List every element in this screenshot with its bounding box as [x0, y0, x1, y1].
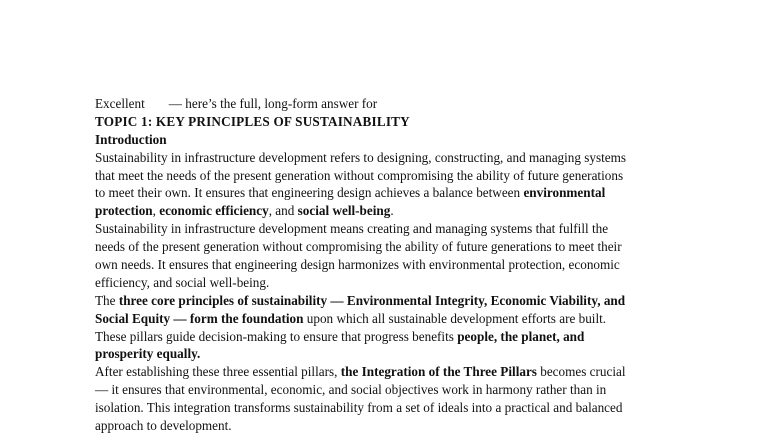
- intro-rest: — here’s the full, long-form answer for: [168, 96, 378, 111]
- para1-line3: [95, 184, 685, 202]
- para2-line4: efficiency, and social well-being.: [95, 274, 270, 290]
- para3-line1-text: The: [95, 292, 119, 308]
- para3-line4-bold: prosperity equally.: [95, 346, 201, 362]
- para2-line2: needs of the present generation without compromising the ability of future generations to meet their: [95, 239, 622, 255]
- para1-period: .: [390, 203, 394, 219]
- para3-line3: [95, 328, 685, 346]
- paragraph-1: [95, 149, 685, 221]
- topic-title: TOPIC 1: KEY PRINCIPLES OF SUSTAINABILITY: [95, 113, 410, 129]
- paragraph-4: [95, 363, 685, 435]
- para3-line2: [95, 310, 685, 328]
- section-heading: Introduction: [95, 131, 167, 147]
- para4-line3: isolation. This integration transforms sustainability from a set of ideals into a practical and balanced: [95, 400, 623, 416]
- paragraph-2: [95, 220, 685, 292]
- intro-word: Excellent: [95, 96, 145, 111]
- para3-line3-bold: people, the planet, and: [457, 328, 585, 344]
- para3-line1-bold: three core principles of sustainability — Environmental Integrity, Economic Viability, and: [118, 292, 626, 308]
- para1-line2: that meet the needs of the present generation without compromising the ability of future generations: [95, 167, 624, 183]
- para3-line3-text: These pillars guide decision-making to ensure that progress benefits: [95, 328, 458, 344]
- para3-line2-text: upon which all sustainable development efforts are built.: [303, 310, 607, 326]
- para1-line4: [95, 202, 685, 220]
- para4-line1-bold: the Integration of the Three Pillars: [340, 364, 537, 380]
- para1-line3-bold: environmental: [523, 185, 606, 201]
- para1-bold-protection: protection: [95, 203, 153, 219]
- para4-line1-text: After establishing these three essential pillars,: [95, 364, 341, 380]
- para1-line1: Sustainability in infrastructure development refers to designing, constructing, and managing systems: [95, 149, 627, 165]
- para4-line4: approach to development.: [95, 418, 232, 434]
- para4-line1: [95, 363, 685, 381]
- para3-line1: [95, 292, 685, 310]
- para4-line2: — it ensures that environmental, economic, and social objectives work in harmony rather than in: [95, 382, 607, 398]
- paragraph-3: [95, 292, 685, 364]
- intro-line: [95, 95, 685, 113]
- para3-line2-bold: Social Equity — form the foundation: [95, 310, 304, 326]
- para1-sep2: , and: [268, 203, 298, 219]
- document-body: [95, 95, 685, 435]
- para1-sep1: ,: [152, 203, 160, 219]
- para2-line3: own needs. It ensures that engineering design harmonizes with environmental protection, economic: [95, 257, 620, 273]
- para1-line3-text: to meet their own. It ensures that engineering design achieves a balance between: [95, 185, 524, 201]
- para2-line1: Sustainability in infrastructure development means creating and managing systems that fulfill the: [95, 221, 609, 237]
- para4-line1-tail: becomes crucial: [536, 364, 626, 380]
- para1-bold-social: social well-being: [297, 203, 391, 219]
- para1-bold-economic: economic efficiency: [159, 203, 269, 219]
- para3-line4: [95, 345, 685, 363]
